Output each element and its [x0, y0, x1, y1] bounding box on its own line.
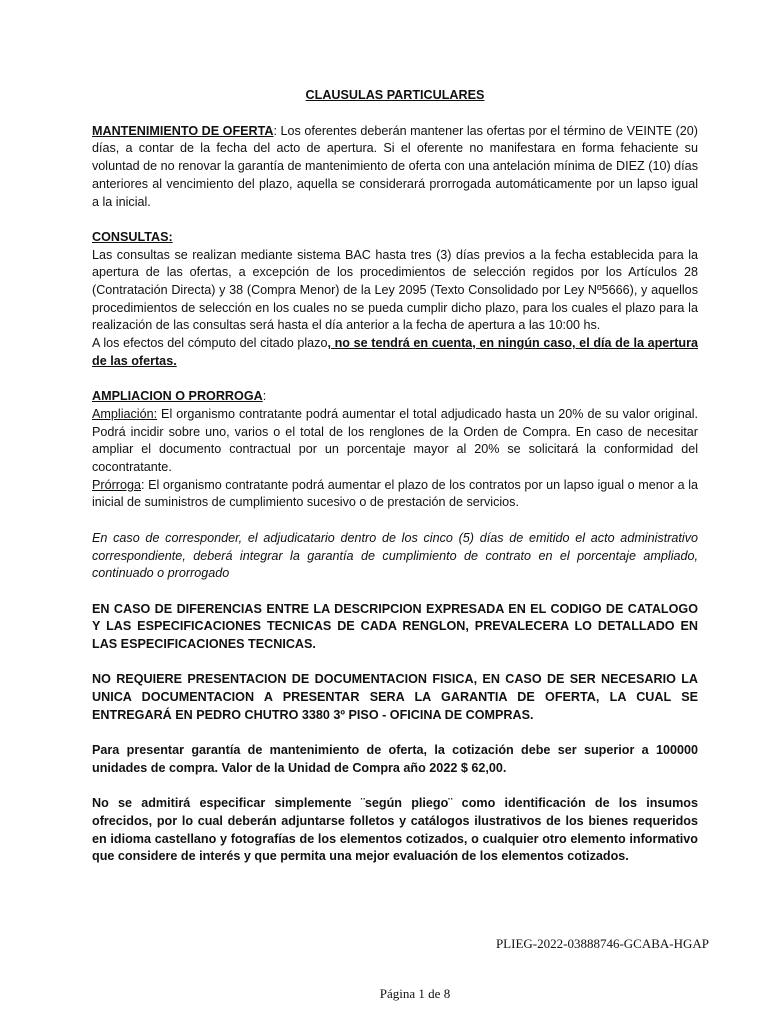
document-code: PLIEG-2022-03888746-GCABA-HGAP: [495, 936, 709, 951]
prorroga-text: : El organismo contratante podrá aumentar el plazo de los contratos por un lapso igual o menor a la inicial de suministros de cumplimiento sucesivo o de prestación de servicios.: [92, 477, 698, 510]
consultas-text: Las consultas se realizan mediante sistema BAC hasta tres (3) días previos a la fecha establecida para la apertura de las ofertas, a excepción de los procedimientos de selección regidos por los Artículos 28 (Contratación Directa) y 38 (Compra Menor) de la Ley 2095 (Texto Consolidado por Ley Nº5666), y aquellos procedimientos de selección en los cuales no se pueda cumplir dicho plazo, para los cuales el plazo para la realización de las consultas será hasta el día anterior a la fecha de apertura a las 10:00 hs.: [92, 247, 698, 333]
prorroga-paragraph: [92, 477, 698, 512]
garantia-paragraph: Para presentar garantía de mantenimiento de oferta, la cotización debe ser superior a 100000 unidades de compra. Valor de la Unidad de Compra año 2022 $ 62,00.: [92, 743, 698, 775]
consultas-heading: CONSULTAS:: [92, 229, 173, 244]
ampliacion-heading-suffix: :: [262, 389, 267, 404]
page-title: CLAUSULAS PARTICULARES: [305, 88, 485, 102]
computo-bold: , no se tendrá en cuenta, en ningún caso, el día de la apertura de las ofertas.: [92, 336, 699, 368]
page-number: Página 1 de 8: [379, 986, 451, 1001]
computo-text: A los efectos del cómputo del citado plazo: [92, 336, 328, 351]
mantenimiento-paragraph: [92, 123, 698, 212]
prorroga-label: Prórroga: [92, 477, 141, 492]
ampliacion-heading-line: [92, 388, 698, 406]
ampliacion-text: El organismo contratante podrá aumentar el total adjudicado hasta un 20% de su valor original. Podrá incidir sobre uno, varios o el total de los renglones de la Orden de Compra. En caso de necesitar ampliar el documento contractual por un porcentaje mayor al 20% se solicitará la conformidad del cocontratante.: [92, 406, 698, 475]
mantenimiento-heading: MANTENIMIENTO DE OFERTA: [92, 123, 274, 138]
documentacion-paragraph: NO REQUIERE PRESENTACION DE DOCUMENTACION FISICA, EN CASO DE SER NECESARIO LA UNICA DOCUMENTACION A PRESENTAR SERA LA GARANTIA DE OFERTA, LA CUAL SE ENTREGARÁ EN PEDRO CHUTRO 3380 3º PISO - OFICINA DE COMPRAS.: [92, 672, 698, 722]
consultas-computo: [92, 335, 698, 370]
ampliacion-heading: AMPLIACION O PRORROGA: [92, 389, 263, 404]
italic-paragraph: En caso de corresponder, el adjudicatario dentro de los cinco (5) días de emitido el acto administrativo correspondiente, deberá integrar la garantía de cumplimiento de contrato en el porcentaje ampliado, continuado o prorrogado: [92, 530, 698, 581]
ampliacion-paragraph: [92, 406, 698, 477]
ampliacion-label: Ampliación:: [92, 406, 158, 421]
diferencias-paragraph: EN CASO DE DIFERENCIAS ENTRE LA DESCRIPCION EXPRESADA EN EL CODIGO DE CATALOGO Y LAS ESPECIFICACIONES TECNICAS DE CADA RENGLON, PREVALECERA LO DETALLADO EN LAS ESPECIFICACIONES TECNICAS.: [92, 601, 698, 652]
mantenimiento-text: : Los oferentes deberán mantener las ofertas por el término de VEINTE (20) días, a contar de la fecha del acto de apertura. Si el oferente no manifestara en forma fehaciente su voluntad de no renovar la garantía de mantenimiento de oferta con una antelación mínima de DIEZ (10) días anteriores al vencimiento del plazo, aquella se considerará prorrogada automáticamente por un lapso igual a la inicial.: [92, 123, 698, 209]
document-body: [92, 87, 698, 866]
pliego-paragraph: No se admitirá especificar simplemente ¨según pliego¨ como identificación de los insumos ofrecidos, por lo cual deberán adjuntarse folletos y catálogos ilustrativos de los bienes requeridos en idioma castellano y fotografías de los elementos cotizados, o cualquier otro elemento informativo que considere de interés y que permita una mejor evaluación de los elementos cotizados.: [92, 796, 698, 864]
